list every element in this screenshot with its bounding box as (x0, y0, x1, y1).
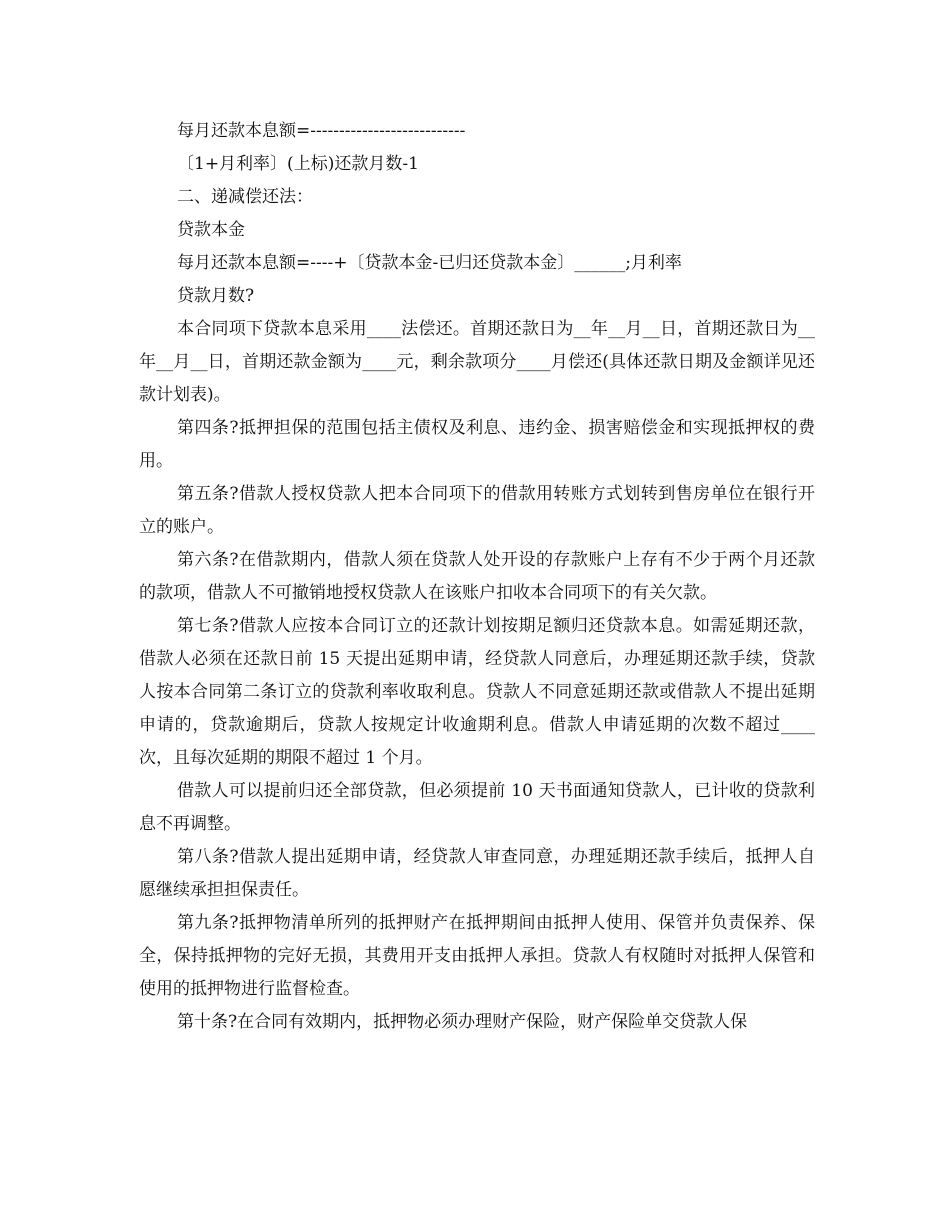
formula-line: 贷款月数? (177, 286, 255, 306)
paragraph: 借款人可以提前归还全部贷款，但必须提前 10 天书面通知贷款人，已计收的贷款利息不再调整。 (139, 781, 815, 834)
formula-line: 贷款本金 (177, 220, 245, 240)
formula-line: 〔1+月利率〕(上标)还款月数-1 (177, 154, 419, 174)
formula-line: 每月还款本息额=----+〔贷款本金-已归还贷款本金〕______;月利率 (177, 253, 682, 273)
article-7-paragraph: 第七条?借款人应按本合同订立的还款计划按期足额归还贷款本息。如需延期还款，借款人必须在还款日前 15 天提出延期申请，经贷款人同意后，办理延期还款手续，贷款人按本合同第二条订立的贷款利率收取利息。贷款人不同意延期还款或借款人不提出延期申请的，贷款逾期后，贷款人按规定计收逾期利息。借款人申请延期的次数不超过____次，且每次延期的期限不超过 1 个月。 (139, 616, 815, 768)
paragraph: 本合同项下贷款本息采用____法偿还。首期还款日为__年__月__日，首期还款日为__年__月__日，首期还款金额为____元，剩余款项分____月偿还(具体还款日期及金额详见还款计划表)。 (139, 319, 815, 405)
formula-line: 每月还款本息额=--------------------------- (177, 121, 466, 141)
article-8-paragraph: 第八条?借款人提出延期申请，经贷款人审查同意，办理延期还款手续后，抵押人自愿继续承担担保责任。 (139, 847, 815, 900)
document-body (139, 115, 815, 1039)
article-5-paragraph: 第五条?借款人授权贷款人把本合同项下的借款用转账方式划转到售房单位在银行开立的账户。 (139, 484, 815, 537)
article-9-paragraph: 第九条?抵押物清单所列的抵押财产在抵押期间由抵押人使用、保管并负责保养、保全，保持抵押物的完好无损，其费用开支由抵押人承担。贷款人有权随时对抵押人保管和使用的抵押物进行监督检查。 (139, 913, 815, 999)
article-4-paragraph: 第四条?抵押担保的范围包括主债权及利息、违约金、损害赔偿金和实现抵押权的费用。 (139, 418, 815, 471)
article-10-paragraph: 第十条?在合同有效期内，抵押物必须办理财产保险，财产保险单交贷款人保 (177, 1012, 748, 1032)
article-6-paragraph: 第六条?在借款期内，借款人须在贷款人处开设的存款账户上存有不少于两个月还款的款项，借款人不可撤销地授权贷款人在该账户扣收本合同项下的有关欠款。 (139, 550, 815, 603)
section-heading: 二、递减偿还法： (177, 187, 313, 207)
